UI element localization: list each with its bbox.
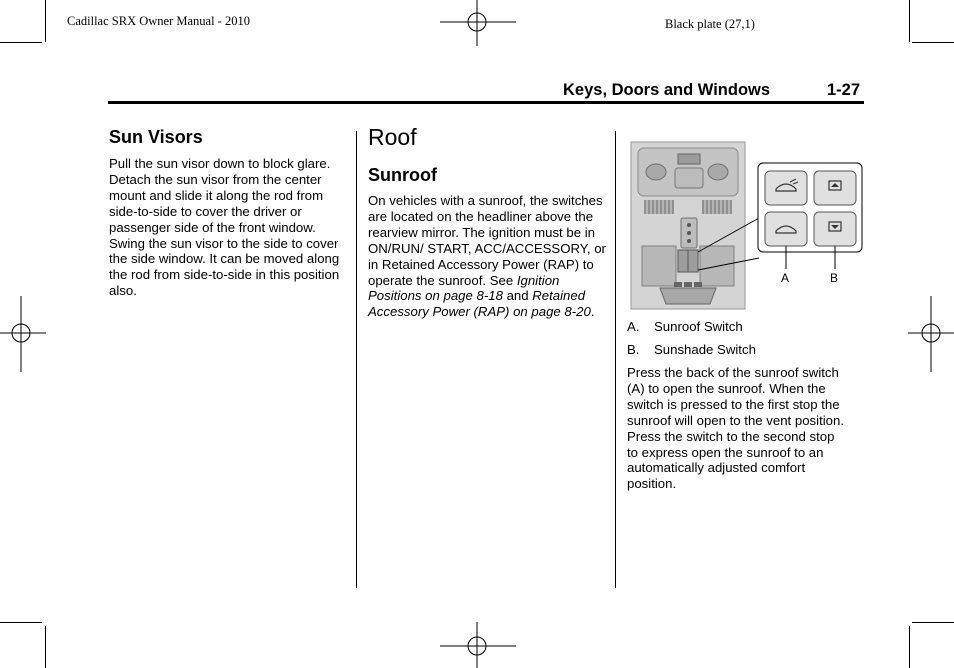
figure-label-a: A <box>781 271 790 285</box>
left-column <box>109 127 349 299</box>
caption-letter: A. <box>627 319 640 334</box>
crop-mark <box>909 626 910 668</box>
figure-label-b: B <box>830 271 839 285</box>
sunroof-switch-illustration <box>630 132 866 310</box>
rap-reference[interactable]: Retained Accessory Power (RAP) on page 8-20 <box>368 288 591 320</box>
crop-mark <box>912 42 954 43</box>
sentence-end: . <box>590 304 595 320</box>
crop-mark <box>912 622 954 623</box>
sunroof-body <box>368 193 608 320</box>
section-heading-sun-visors: Sun Visors <box>109 127 203 147</box>
sun-visors-body: Pull the sun visor down to block glare. Detach the sun visor from the center mount and slide it along the rod from side-to-side to cover the driver or passenger side of the front window. Swing the sun visor to the side to cover the side window. It can be moved along the rod from side-to-side in this position also. <box>109 156 340 299</box>
sunroof-operation-body: Press the back of the sunroof switch (A) to open the sunroof. When the switch is pressed to the first stop the sunroof will open to the vent position. Press the switch to the second stop to express open the sunroof to an automatically adjusted comfort position. <box>627 365 844 492</box>
print-info-left: Cadillac SRX Owner Manual - 2010 <box>67 14 250 28</box>
section-heading-roof: Roof <box>368 124 417 150</box>
middle-column <box>368 124 608 320</box>
registration-mark-bottom <box>440 622 516 668</box>
conjunction-text: and <box>502 288 533 304</box>
registration-mark-left <box>0 296 46 372</box>
sunroof-body-text: On vehicles with a sunroof, the switches are located on the headliner above the rearview mirror. The ignition must be in ON/RUN/ START, ACC/ACCESSORY, or in Retained Accessory Power (RAP) to operate the sunroof. See <box>368 193 606 288</box>
crop-mark <box>45 0 46 42</box>
running-header-section: Keys, Doors and Windows <box>563 81 771 99</box>
registration-mark-top <box>440 0 516 46</box>
crop-mark <box>909 0 910 42</box>
caption-text: Sunroof Switch <box>654 319 743 334</box>
caption-letter: B. <box>627 342 640 357</box>
page-number: 1-27 <box>827 81 861 99</box>
subheading-sunroof: Sunroof <box>368 165 437 185</box>
registration-mark-right <box>908 296 954 372</box>
crop-mark <box>0 42 42 43</box>
print-info-right: Black plate (27,1) <box>665 17 755 31</box>
column-divider <box>615 131 616 588</box>
figure-caption-a <box>627 319 743 335</box>
ignition-positions-reference[interactable]: Ignition Positions on page 8-18 <box>368 272 560 304</box>
caption-text: Sunshade Switch <box>654 342 756 357</box>
crop-mark <box>45 626 46 668</box>
crop-mark <box>0 622 42 623</box>
header-rule <box>108 101 864 104</box>
column-divider <box>356 131 357 588</box>
figure-caption-b <box>627 342 756 358</box>
